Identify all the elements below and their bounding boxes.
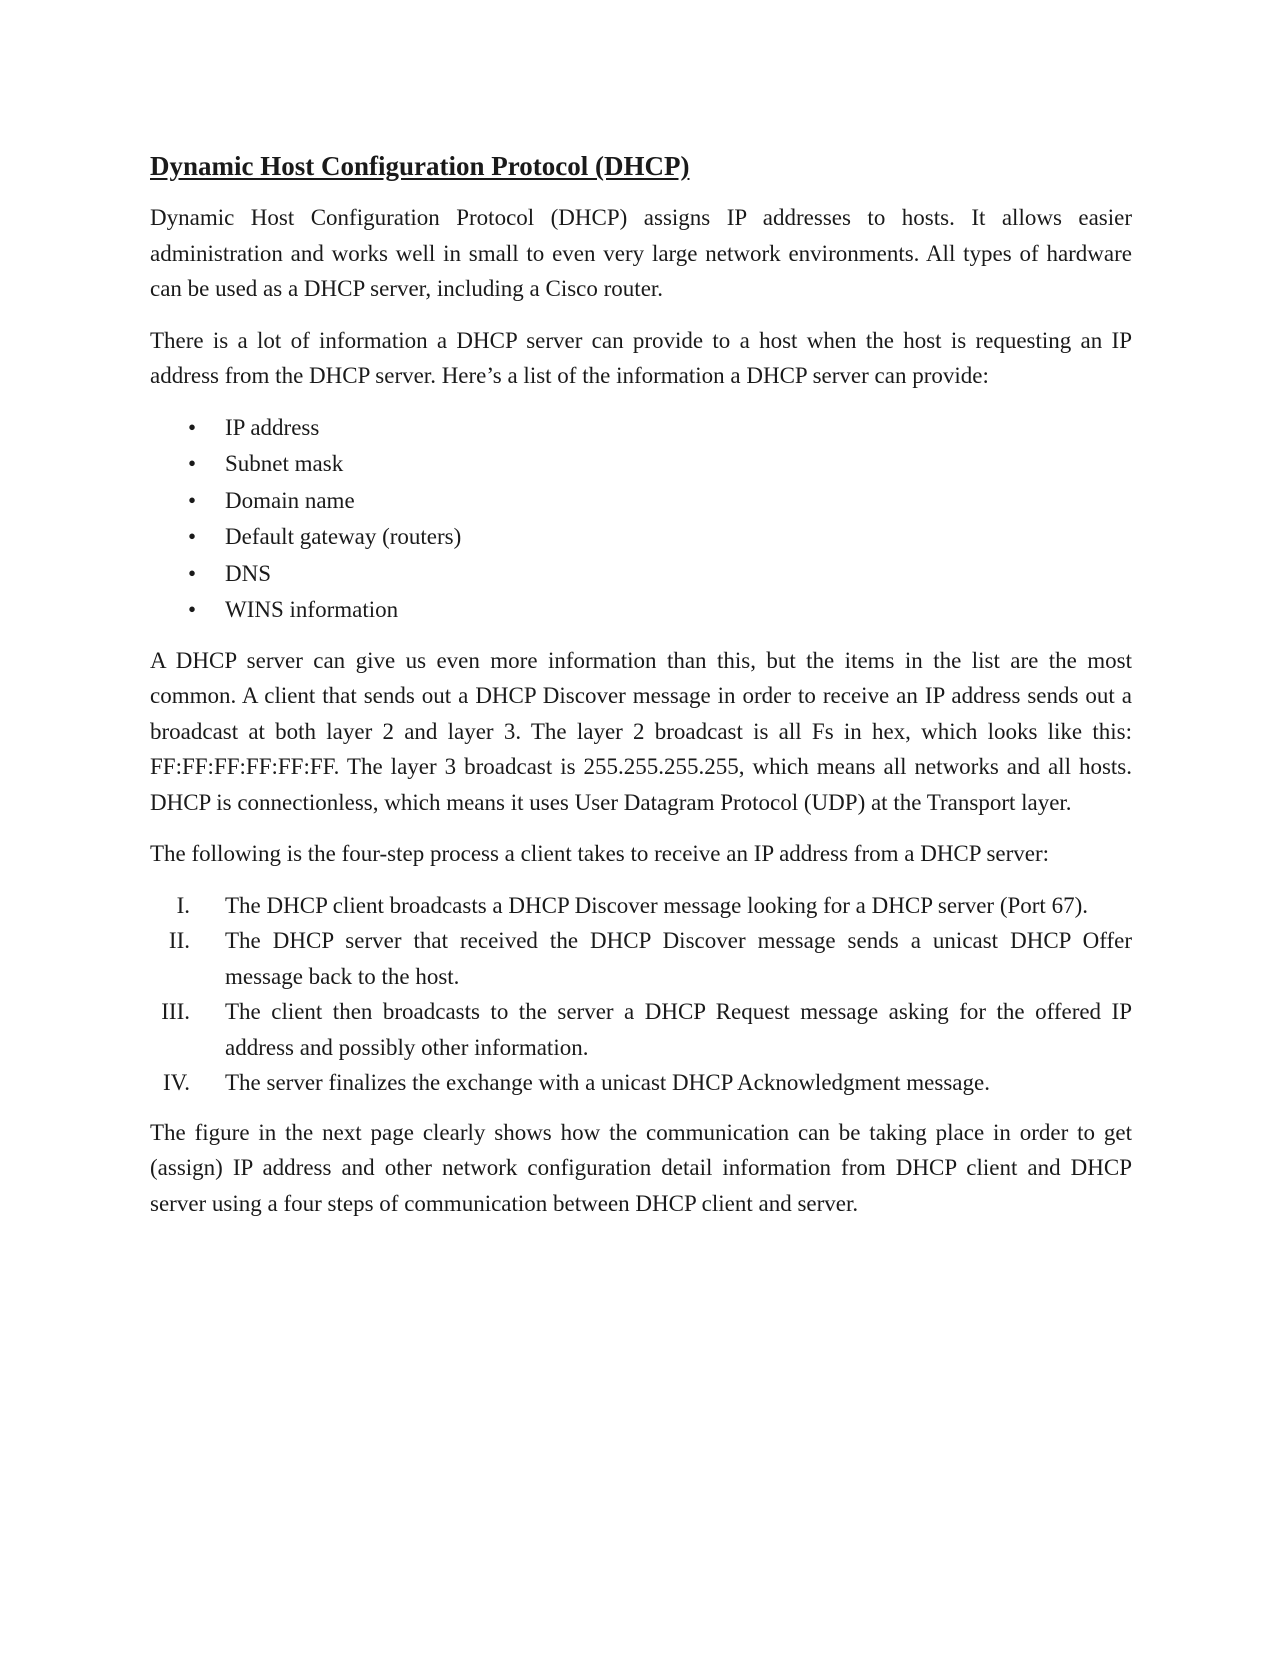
bullet-icon: • <box>188 487 197 513</box>
bullet-icon: • <box>188 451 197 477</box>
step-numeral: II. <box>168 928 190 954</box>
list-item <box>150 446 1132 483</box>
step-numeral: IV. <box>162 1070 190 1096</box>
list-item <box>150 556 1132 593</box>
broadcast-paragraph: A DHCP server can give us even more information than this, but the items in the list are the most common. A client that sends out a DHCP Discover message in order to receive an IP address sends out a broadcast at both layer 2 and layer 3. The layer 2 broadcast is all Fs in hex, which looks like this: FF:FF:FF:FF:FF:FF. The layer 3 broadcast is 255.255.255.255, which means all networks and all hosts. DHCP is connectionless, which means it uses User Datagram Protocol (UDP) at the Transport layer. <box>150 647 1132 815</box>
intro-paragraph: Dynamic Host Configuration Protocol (DHCP) assigns IP addresses to hosts. It allows easier administration and works well in small to even very large network environments. All types of hardware can be used as a DHCP server, including a Cisco router. <box>150 205 1132 302</box>
list-item-text: Subnet mask <box>225 451 344 477</box>
list-item <box>150 410 1132 447</box>
step-numeral: I. <box>176 892 190 918</box>
list-item-text: Default gateway (routers) <box>225 524 462 550</box>
step-item <box>150 994 1132 1065</box>
step-numeral: III. <box>161 999 190 1025</box>
step-text: The server finalizes the exchange with a unicast DHCP Acknowledgment message. <box>225 1070 990 1096</box>
list-item <box>150 519 1132 556</box>
step-text: The DHCP server that received the DHCP Discover message sends a unicast DHCP Offer message back to the host. <box>225 928 1132 989</box>
bullet-icon: • <box>188 414 197 440</box>
list-item-text: WINS information <box>225 597 399 623</box>
dhcp-info-list <box>150 410 1132 629</box>
step-item <box>150 1065 1132 1101</box>
bullet-icon: • <box>188 597 197 623</box>
bullet-icon: • <box>188 524 197 550</box>
info-list-intro-paragraph: There is a lot of information a DHCP server can provide to a host when the host is requesting an IP address from the DHCP server. Here’s a list of the information a DHCP server can provide: <box>150 327 1132 389</box>
step-text: The client then broadcasts to the server a DHCP Request message asking for the offered IP address and possibly other information. <box>225 999 1132 1060</box>
step-item <box>150 888 1132 924</box>
steps-intro-paragraph: The following is the four-step process a client takes to receive an IP address from a DHCP server: <box>150 841 1050 867</box>
list-item <box>150 592 1132 629</box>
list-item-text: Domain name <box>225 487 355 513</box>
list-item <box>150 483 1132 520</box>
step-item <box>150 923 1132 994</box>
page-title: Dynamic Host Configuration Protocol (DHCP) <box>150 151 690 181</box>
document-page <box>150 150 1132 1237</box>
dhcp-steps-list <box>150 888 1132 1101</box>
figure-reference-paragraph: The figure in the next page clearly shows how the communication can be taking place in order to get (assign) IP address and other network configuration detail information from DHCP client and DHCP server using a four steps of communication between DHCP client and server. <box>150 1119 1132 1216</box>
list-item-text: DNS <box>225 560 272 586</box>
bullet-icon: • <box>188 560 197 586</box>
step-text: The DHCP client broadcasts a DHCP Discover message looking for a DHCP server (Port 67). <box>225 892 1088 918</box>
list-item-text: IP address <box>225 414 320 440</box>
